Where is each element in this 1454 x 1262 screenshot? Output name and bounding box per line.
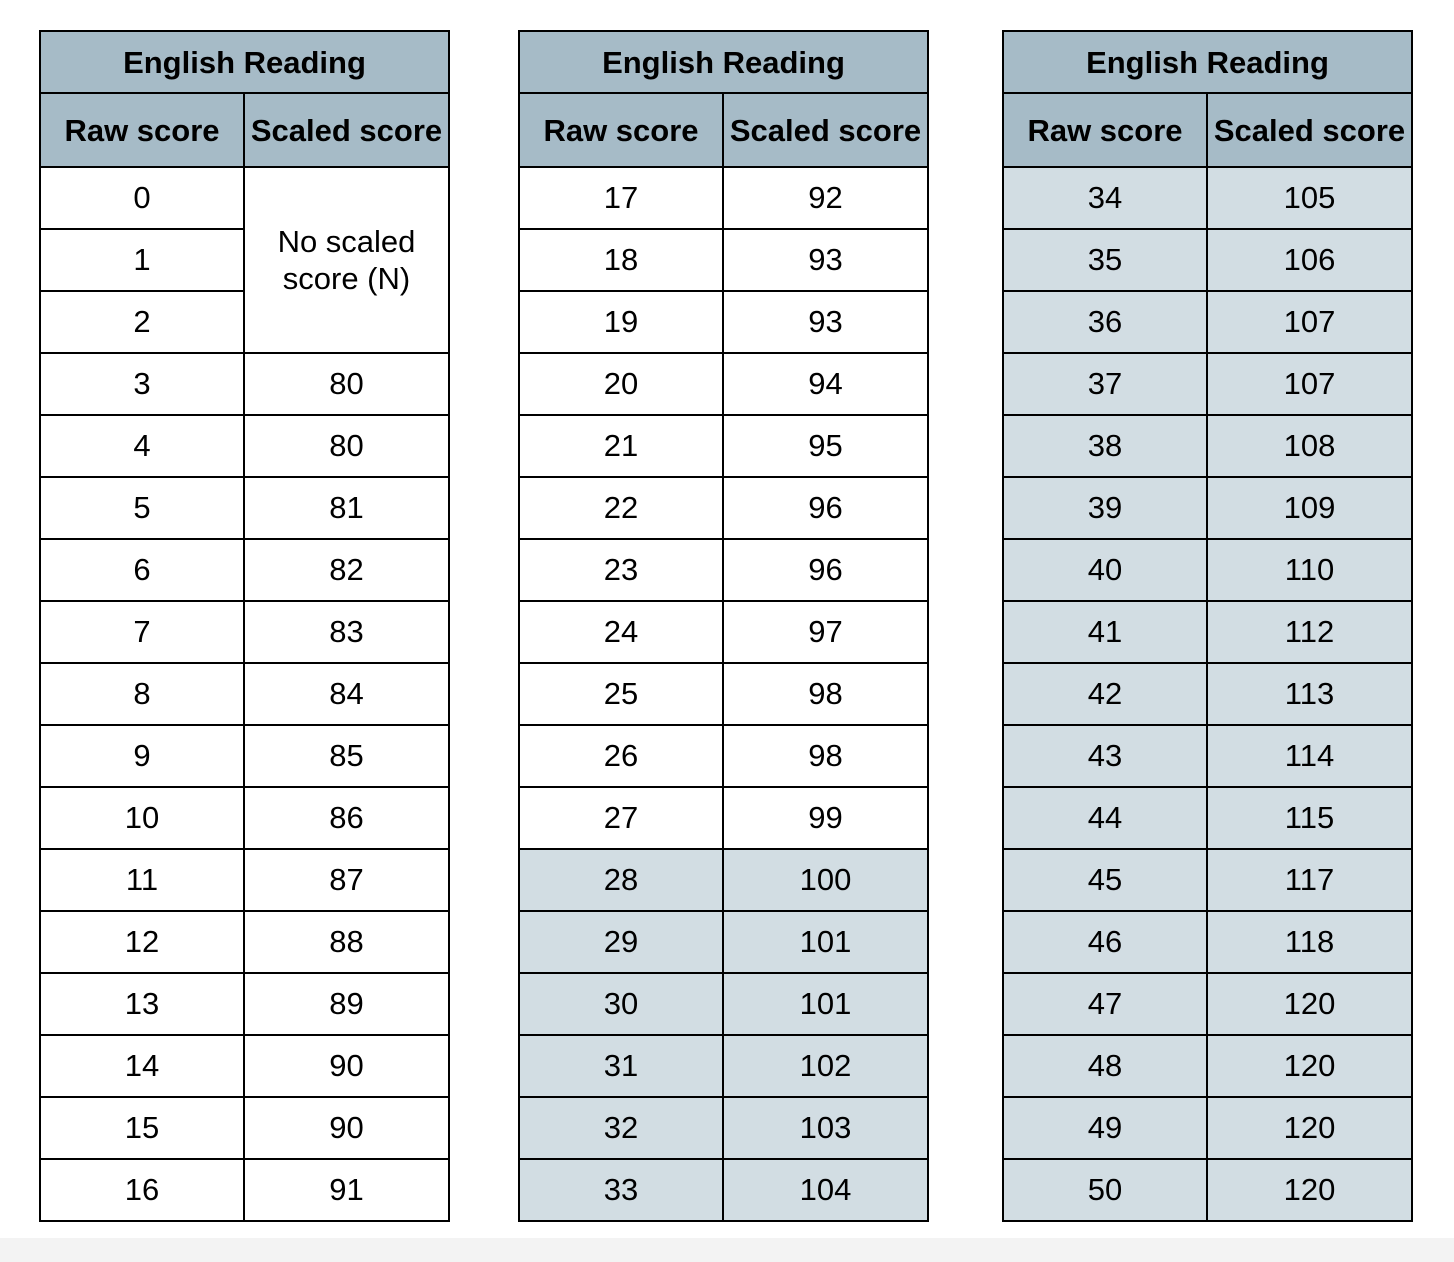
table-row xyxy=(40,911,449,973)
table-row xyxy=(519,353,928,415)
scaled-score-cell: 82 xyxy=(244,539,449,601)
raw-score-cell: 14 xyxy=(40,1035,244,1097)
scaled-score-cell: 87 xyxy=(244,849,449,911)
raw-score-cell: 31 xyxy=(519,1035,723,1097)
scaled-score-cell: 120 xyxy=(1207,1159,1412,1221)
raw-score-cell: 4 xyxy=(40,415,244,477)
table-row xyxy=(40,539,449,601)
scaled-score-cell: 93 xyxy=(723,291,928,353)
score-table-2 xyxy=(518,30,929,1222)
raw-score-cell: 17 xyxy=(519,167,723,229)
scaled-score-cell: 91 xyxy=(244,1159,449,1221)
raw-score-cell: 1 xyxy=(40,229,244,291)
table-row xyxy=(519,663,928,725)
raw-score-cell: 8 xyxy=(40,663,244,725)
score-table-3 xyxy=(1002,30,1413,1222)
scaled-score-cell: 92 xyxy=(723,167,928,229)
scaled-score-cell: 112 xyxy=(1207,601,1412,663)
scaled-score-cell: 93 xyxy=(723,229,928,291)
table-row xyxy=(1003,973,1412,1035)
table-row xyxy=(1003,663,1412,725)
table-row xyxy=(40,725,449,787)
table-row xyxy=(519,229,928,291)
table-row xyxy=(40,1159,449,1221)
scaled-score-cell: 120 xyxy=(1207,973,1412,1035)
table-row xyxy=(40,601,449,663)
raw-score-cell: 35 xyxy=(1003,229,1207,291)
raw-score-cell: 33 xyxy=(519,1159,723,1221)
raw-score-cell: 16 xyxy=(40,1159,244,1221)
raw-score-header: Raw score xyxy=(1003,93,1207,167)
scaled-score-cell: 96 xyxy=(723,477,928,539)
raw-score-cell: 7 xyxy=(40,601,244,663)
raw-score-cell: 3 xyxy=(40,353,244,415)
raw-score-cell: 25 xyxy=(519,663,723,725)
scaled-score-cell: 109 xyxy=(1207,477,1412,539)
scaled-score-cell: 104 xyxy=(723,1159,928,1221)
table-row xyxy=(519,973,928,1035)
table-row xyxy=(40,353,449,415)
raw-score-cell: 48 xyxy=(1003,1035,1207,1097)
raw-score-cell: 9 xyxy=(40,725,244,787)
table-row xyxy=(1003,787,1412,849)
table-row xyxy=(519,167,928,229)
raw-score-cell: 41 xyxy=(1003,601,1207,663)
raw-score-cell: 10 xyxy=(40,787,244,849)
page-footer-band xyxy=(0,1238,1454,1262)
raw-score-cell: 37 xyxy=(1003,353,1207,415)
scaled-score-cell: 107 xyxy=(1207,291,1412,353)
raw-score-cell: 22 xyxy=(519,477,723,539)
scaled-score-cell: 90 xyxy=(244,1035,449,1097)
table-row xyxy=(1003,1159,1412,1221)
table-row xyxy=(1003,229,1412,291)
scaled-score-cell: 107 xyxy=(1207,353,1412,415)
raw-score-cell: 32 xyxy=(519,1097,723,1159)
raw-score-cell: 6 xyxy=(40,539,244,601)
scaled-score-header: Scaled score xyxy=(1207,93,1412,167)
scaled-score-cell: 105 xyxy=(1207,167,1412,229)
table-title: English Reading xyxy=(519,31,928,93)
raw-score-cell: 20 xyxy=(519,353,723,415)
table-row xyxy=(519,911,928,973)
scaled-score-cell: 103 xyxy=(723,1097,928,1159)
table-row xyxy=(1003,725,1412,787)
table-row xyxy=(40,167,449,229)
raw-score-cell: 34 xyxy=(1003,167,1207,229)
scaled-score-cell: 120 xyxy=(1207,1097,1412,1159)
scaled-score-cell: 86 xyxy=(244,787,449,849)
table-row xyxy=(519,415,928,477)
table-row xyxy=(40,1097,449,1159)
raw-score-cell: 0 xyxy=(40,167,244,229)
scaled-score-header: Scaled score xyxy=(723,93,928,167)
table-row xyxy=(1003,601,1412,663)
raw-score-cell: 45 xyxy=(1003,849,1207,911)
table-row xyxy=(40,663,449,725)
table-row xyxy=(519,601,928,663)
table-row xyxy=(1003,539,1412,601)
raw-score-cell: 50 xyxy=(1003,1159,1207,1221)
raw-score-cell: 47 xyxy=(1003,973,1207,1035)
table-row xyxy=(40,1035,449,1097)
scaled-score-cell: 106 xyxy=(1207,229,1412,291)
scaled-score-cell: 85 xyxy=(244,725,449,787)
raw-score-cell: 46 xyxy=(1003,911,1207,973)
scaled-score-cell: 96 xyxy=(723,539,928,601)
raw-score-cell: 40 xyxy=(1003,539,1207,601)
scaled-score-cell: 90 xyxy=(244,1097,449,1159)
scaled-score-cell: 99 xyxy=(723,787,928,849)
table-row xyxy=(519,1097,928,1159)
table-row xyxy=(1003,415,1412,477)
raw-score-cell: 42 xyxy=(1003,663,1207,725)
scaled-score-cell: 94 xyxy=(723,353,928,415)
scaled-score-cell: 108 xyxy=(1207,415,1412,477)
raw-score-cell: 49 xyxy=(1003,1097,1207,1159)
scaled-score-cell: 95 xyxy=(723,415,928,477)
raw-score-cell: 24 xyxy=(519,601,723,663)
raw-score-cell: 26 xyxy=(519,725,723,787)
raw-score-header: Raw score xyxy=(40,93,244,167)
table-row xyxy=(1003,167,1412,229)
raw-score-cell: 44 xyxy=(1003,787,1207,849)
scaled-score-cell: 118 xyxy=(1207,911,1412,973)
raw-score-cell: 12 xyxy=(40,911,244,973)
raw-score-cell: 39 xyxy=(1003,477,1207,539)
raw-score-cell: 38 xyxy=(1003,415,1207,477)
table-row xyxy=(519,1159,928,1221)
table-row xyxy=(40,849,449,911)
raw-score-cell: 13 xyxy=(40,973,244,1035)
table-title: English Reading xyxy=(1003,31,1412,93)
scaled-score-cell: 113 xyxy=(1207,663,1412,725)
raw-score-cell: 15 xyxy=(40,1097,244,1159)
table-row xyxy=(40,415,449,477)
table-row xyxy=(519,477,928,539)
raw-score-cell: 29 xyxy=(519,911,723,973)
table-row xyxy=(1003,1035,1412,1097)
scaled-score-cell: 89 xyxy=(244,973,449,1035)
table-row xyxy=(40,477,449,539)
table-row xyxy=(1003,1097,1412,1159)
scaled-score-cell: 101 xyxy=(723,973,928,1035)
raw-score-cell: 36 xyxy=(1003,291,1207,353)
scaled-score-cell: 97 xyxy=(723,601,928,663)
scaled-score-cell: 120 xyxy=(1207,1035,1412,1097)
table-row xyxy=(40,973,449,1035)
scaled-score-cell: 83 xyxy=(244,601,449,663)
table-row xyxy=(519,539,928,601)
scaled-score-cell: 115 xyxy=(1207,787,1412,849)
raw-score-cell: 21 xyxy=(519,415,723,477)
table-row xyxy=(519,291,928,353)
no-scaled-score-note: No scaled score (N) xyxy=(244,167,449,353)
table-row xyxy=(1003,353,1412,415)
table-row xyxy=(40,787,449,849)
scaled-score-cell: 114 xyxy=(1207,725,1412,787)
table-row xyxy=(1003,911,1412,973)
scaled-score-cell: 80 xyxy=(244,415,449,477)
scaled-score-cell: 101 xyxy=(723,911,928,973)
table-row xyxy=(1003,291,1412,353)
scaled-score-cell: 110 xyxy=(1207,539,1412,601)
raw-score-header: Raw score xyxy=(519,93,723,167)
raw-score-cell: 30 xyxy=(519,973,723,1035)
table-row xyxy=(519,1035,928,1097)
scaled-score-cell: 84 xyxy=(244,663,449,725)
raw-score-cell: 28 xyxy=(519,849,723,911)
scaled-score-cell: 88 xyxy=(244,911,449,973)
scaled-score-cell: 100 xyxy=(723,849,928,911)
table-row xyxy=(519,725,928,787)
raw-score-cell: 5 xyxy=(40,477,244,539)
scaled-score-cell: 98 xyxy=(723,663,928,725)
table-title: English Reading xyxy=(40,31,449,93)
raw-score-cell: 2 xyxy=(40,291,244,353)
scaled-score-cell: 98 xyxy=(723,725,928,787)
scaled-score-cell: 102 xyxy=(723,1035,928,1097)
table-row xyxy=(1003,849,1412,911)
raw-score-cell: 43 xyxy=(1003,725,1207,787)
raw-score-cell: 18 xyxy=(519,229,723,291)
scaled-score-cell: 117 xyxy=(1207,849,1412,911)
scaled-score-cell: 81 xyxy=(244,477,449,539)
raw-score-cell: 11 xyxy=(40,849,244,911)
table-row xyxy=(519,849,928,911)
scaled-score-header: Scaled score xyxy=(244,93,449,167)
raw-score-cell: 23 xyxy=(519,539,723,601)
table-row xyxy=(1003,477,1412,539)
table-row xyxy=(519,787,928,849)
raw-score-cell: 19 xyxy=(519,291,723,353)
score-table-1 xyxy=(39,30,450,1222)
scaled-score-cell: 80 xyxy=(244,353,449,415)
raw-score-cell: 27 xyxy=(519,787,723,849)
